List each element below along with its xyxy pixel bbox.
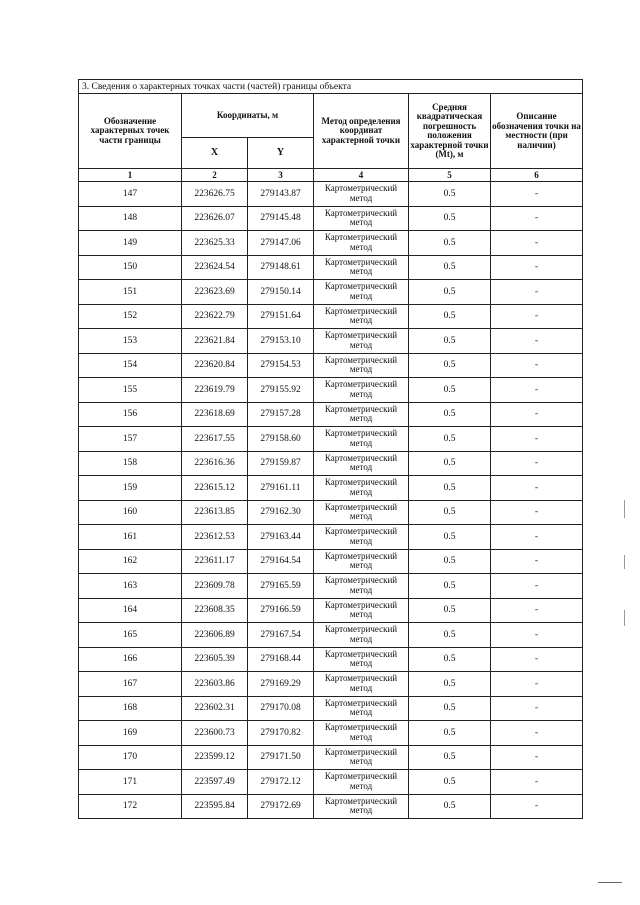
boundary-points-table bbox=[78, 79, 583, 819]
method-cell bbox=[314, 427, 409, 452]
accuracy-cell: 0.5 bbox=[409, 525, 491, 550]
description-cell: - bbox=[491, 598, 583, 623]
x-coordinate-cell: 223626.75 bbox=[182, 182, 248, 207]
description-cell: - bbox=[491, 696, 583, 721]
description-cell: - bbox=[491, 231, 583, 256]
accuracy-cell: 0.5 bbox=[409, 255, 491, 280]
y-coordinate-cell: 279153.10 bbox=[248, 329, 314, 354]
method-line-2: метод bbox=[349, 707, 373, 718]
method-cell bbox=[314, 672, 409, 697]
description-cell: - bbox=[491, 353, 583, 378]
method-line-2: метод bbox=[349, 217, 373, 228]
method-cell bbox=[314, 647, 409, 672]
binding-mark bbox=[624, 500, 625, 518]
x-coordinate-cell: 223617.55 bbox=[182, 427, 248, 452]
method-cell bbox=[314, 255, 409, 280]
table-row bbox=[79, 353, 583, 378]
table-row bbox=[79, 525, 583, 550]
point-cell: 165 bbox=[79, 623, 182, 648]
accuracy-cell: 0.5 bbox=[409, 574, 491, 599]
y-coordinate-cell: 279162.30 bbox=[248, 500, 314, 525]
accuracy-cell: 0.5 bbox=[409, 721, 491, 746]
accuracy-cell: 0.5 bbox=[409, 549, 491, 574]
column-number: 1 bbox=[79, 169, 182, 182]
point-cell: 151 bbox=[79, 280, 182, 305]
method-line-1: Картометрический bbox=[324, 673, 398, 684]
method-line-1: Картометрический bbox=[324, 428, 398, 439]
point-cell: 164 bbox=[79, 598, 182, 623]
description-cell: - bbox=[491, 672, 583, 697]
method-cell bbox=[314, 402, 409, 427]
description-cell: - bbox=[491, 574, 583, 599]
accuracy-cell: 0.5 bbox=[409, 598, 491, 623]
accuracy-cell: 0.5 bbox=[409, 182, 491, 207]
method-cell bbox=[314, 231, 409, 256]
y-coordinate-cell: 279169.29 bbox=[248, 672, 314, 697]
method-line-1: Картометрический bbox=[324, 232, 398, 243]
accuracy-cell: 0.5 bbox=[409, 451, 491, 476]
header-y: Y bbox=[248, 138, 314, 169]
table-row bbox=[79, 451, 583, 476]
method-cell bbox=[314, 525, 409, 550]
description-cell: - bbox=[491, 721, 583, 746]
accuracy-cell: 0.5 bbox=[409, 696, 491, 721]
y-coordinate-cell: 279166.59 bbox=[248, 598, 314, 623]
table-row bbox=[79, 721, 583, 746]
method-line-2: метод bbox=[349, 290, 373, 301]
point-cell: 156 bbox=[79, 402, 182, 427]
method-line-2: метод bbox=[349, 731, 373, 742]
table-row bbox=[79, 574, 583, 599]
binding-mark bbox=[624, 555, 625, 569]
y-coordinate-cell: 279172.69 bbox=[248, 794, 314, 819]
method-line-1: Картометрический bbox=[324, 452, 398, 463]
point-cell: 172 bbox=[79, 794, 182, 819]
table-row bbox=[79, 255, 583, 280]
point-cell: 171 bbox=[79, 770, 182, 795]
table-row bbox=[79, 329, 583, 354]
section-title: 3. Сведения о характерных точках части (частей) границы объекта bbox=[79, 80, 583, 94]
point-cell: 148 bbox=[79, 206, 182, 231]
accuracy-cell: 0.5 bbox=[409, 280, 491, 305]
point-cell: 161 bbox=[79, 525, 182, 550]
method-line-2: метод bbox=[349, 780, 373, 791]
table-row bbox=[79, 280, 583, 305]
x-coordinate-cell: 223602.31 bbox=[182, 696, 248, 721]
y-coordinate-cell: 279164.54 bbox=[248, 549, 314, 574]
table-row bbox=[79, 696, 583, 721]
header-point-designation: Обозначение характерных точек части границы bbox=[79, 94, 182, 169]
y-coordinate-cell: 279154.53 bbox=[248, 353, 314, 378]
method-line-2: метод bbox=[349, 241, 373, 252]
description-cell: - bbox=[491, 402, 583, 427]
column-number: 5 bbox=[409, 169, 491, 182]
y-coordinate-cell: 279170.82 bbox=[248, 721, 314, 746]
x-coordinate-cell: 223620.84 bbox=[182, 353, 248, 378]
header-description: Описание обозначения точки на местности (при наличии) bbox=[491, 94, 583, 169]
table-row bbox=[79, 206, 583, 231]
accuracy-cell: 0.5 bbox=[409, 402, 491, 427]
accuracy-cell: 0.5 bbox=[409, 427, 491, 452]
x-coordinate-cell: 223621.84 bbox=[182, 329, 248, 354]
method-cell bbox=[314, 500, 409, 525]
method-line-1: Картометрический bbox=[324, 501, 398, 512]
method-line-2: метод bbox=[349, 609, 373, 620]
y-coordinate-cell: 279151.64 bbox=[248, 304, 314, 329]
method-cell bbox=[314, 353, 409, 378]
y-coordinate-cell: 279171.50 bbox=[248, 745, 314, 770]
method-line-1: Картометрический bbox=[324, 305, 398, 316]
method-line-1: Картометрический bbox=[324, 550, 398, 561]
description-cell: - bbox=[491, 329, 583, 354]
description-cell: - bbox=[491, 647, 583, 672]
description-cell: - bbox=[491, 500, 583, 525]
header-method: Метод определения координат характерной точки bbox=[314, 94, 409, 169]
method-line-1: Картометрический bbox=[324, 281, 398, 292]
boundary-points-document bbox=[78, 79, 582, 819]
method-line-2: метод bbox=[349, 462, 373, 473]
method-line-2: метод bbox=[349, 315, 373, 326]
method-cell bbox=[314, 794, 409, 819]
method-cell bbox=[314, 304, 409, 329]
accuracy-cell: 0.5 bbox=[409, 476, 491, 501]
x-coordinate-cell: 223613.85 bbox=[182, 500, 248, 525]
x-coordinate-cell: 223600.73 bbox=[182, 721, 248, 746]
y-coordinate-cell: 279148.61 bbox=[248, 255, 314, 280]
x-coordinate-cell: 223611.17 bbox=[182, 549, 248, 574]
accuracy-cell: 0.5 bbox=[409, 206, 491, 231]
point-cell: 154 bbox=[79, 353, 182, 378]
accuracy-cell: 0.5 bbox=[409, 329, 491, 354]
method-line-2: метод bbox=[349, 805, 373, 816]
table-row bbox=[79, 402, 583, 427]
column-number: 2 bbox=[182, 169, 248, 182]
method-line-2: метод bbox=[349, 682, 373, 693]
x-coordinate-cell: 223597.49 bbox=[182, 770, 248, 795]
table-row bbox=[79, 476, 583, 501]
y-coordinate-cell: 279159.87 bbox=[248, 451, 314, 476]
y-coordinate-cell: 279165.59 bbox=[248, 574, 314, 599]
x-coordinate-cell: 223622.79 bbox=[182, 304, 248, 329]
table-body bbox=[79, 182, 583, 819]
method-line-1: Картометрический bbox=[324, 330, 398, 341]
y-coordinate-cell: 279167.54 bbox=[248, 623, 314, 648]
y-coordinate-cell: 279155.92 bbox=[248, 378, 314, 403]
method-line-2: метод bbox=[349, 437, 373, 448]
method-line-2: метод bbox=[349, 486, 373, 497]
point-cell: 160 bbox=[79, 500, 182, 525]
point-cell: 147 bbox=[79, 182, 182, 207]
table-row bbox=[79, 231, 583, 256]
column-number: 6 bbox=[491, 169, 583, 182]
x-coordinate-cell: 223619.79 bbox=[182, 378, 248, 403]
y-coordinate-cell: 279157.28 bbox=[248, 402, 314, 427]
description-cell: - bbox=[491, 476, 583, 501]
table-row bbox=[79, 427, 583, 452]
method-cell bbox=[314, 182, 409, 207]
point-cell: 162 bbox=[79, 549, 182, 574]
y-coordinate-cell: 279147.06 bbox=[248, 231, 314, 256]
point-cell: 167 bbox=[79, 672, 182, 697]
y-coordinate-cell: 279143.87 bbox=[248, 182, 314, 207]
method-line-2: метод bbox=[349, 535, 373, 546]
point-cell: 152 bbox=[79, 304, 182, 329]
method-line-2: метод bbox=[349, 388, 373, 399]
y-coordinate-cell: 279163.44 bbox=[248, 525, 314, 550]
method-line-2: метод bbox=[349, 511, 373, 522]
description-cell: - bbox=[491, 451, 583, 476]
point-cell: 158 bbox=[79, 451, 182, 476]
header-coordinates: Координаты, м bbox=[182, 94, 314, 138]
accuracy-cell: 0.5 bbox=[409, 745, 491, 770]
point-cell: 155 bbox=[79, 378, 182, 403]
accuracy-cell: 0.5 bbox=[409, 647, 491, 672]
description-cell: - bbox=[491, 206, 583, 231]
footer-line bbox=[598, 882, 622, 883]
description-cell: - bbox=[491, 182, 583, 207]
accuracy-cell: 0.5 bbox=[409, 304, 491, 329]
x-coordinate-cell: 223609.78 bbox=[182, 574, 248, 599]
method-line-2: метод bbox=[349, 266, 373, 277]
table-row bbox=[79, 623, 583, 648]
x-coordinate-cell: 223606.89 bbox=[182, 623, 248, 648]
description-cell: - bbox=[491, 427, 583, 452]
method-cell bbox=[314, 745, 409, 770]
method-line-1: Картометрический bbox=[324, 526, 398, 537]
y-coordinate-cell: 279145.48 bbox=[248, 206, 314, 231]
point-cell: 157 bbox=[79, 427, 182, 452]
y-coordinate-cell: 279168.44 bbox=[248, 647, 314, 672]
table-row bbox=[79, 549, 583, 574]
binding-mark bbox=[624, 610, 625, 626]
description-cell: - bbox=[491, 745, 583, 770]
table-row bbox=[79, 745, 583, 770]
description-cell: - bbox=[491, 280, 583, 305]
description-cell: - bbox=[491, 255, 583, 280]
method-cell bbox=[314, 476, 409, 501]
method-line-2: метод bbox=[349, 364, 373, 375]
method-line-1: Картометрический bbox=[324, 697, 398, 708]
method-line-2: метод bbox=[349, 658, 373, 669]
method-cell bbox=[314, 598, 409, 623]
y-coordinate-cell: 279158.60 bbox=[248, 427, 314, 452]
y-coordinate-cell: 279170.08 bbox=[248, 696, 314, 721]
point-cell: 150 bbox=[79, 255, 182, 280]
method-cell bbox=[314, 696, 409, 721]
accuracy-cell: 0.5 bbox=[409, 231, 491, 256]
method-line-1: Картометрический bbox=[324, 256, 398, 267]
y-coordinate-cell: 279150.14 bbox=[248, 280, 314, 305]
table-row bbox=[79, 770, 583, 795]
method-cell bbox=[314, 574, 409, 599]
accuracy-cell: 0.5 bbox=[409, 353, 491, 378]
description-cell: - bbox=[491, 525, 583, 550]
method-line-2: метод bbox=[349, 192, 373, 203]
description-cell: - bbox=[491, 623, 583, 648]
x-coordinate-cell: 223599.12 bbox=[182, 745, 248, 770]
method-line-1: Картометрический bbox=[324, 722, 398, 733]
method-cell bbox=[314, 451, 409, 476]
header-accuracy: Средняя квадратическая погрешность положения характерной точки (Mt), м bbox=[409, 94, 491, 169]
description-cell: - bbox=[491, 378, 583, 403]
x-coordinate-cell: 223605.39 bbox=[182, 647, 248, 672]
point-cell: 170 bbox=[79, 745, 182, 770]
column-number: 3 bbox=[248, 169, 314, 182]
x-coordinate-cell: 223626.07 bbox=[182, 206, 248, 231]
method-line-1: Картометрический bbox=[324, 648, 398, 659]
x-coordinate-cell: 223608.35 bbox=[182, 598, 248, 623]
method-line-2: метод bbox=[349, 413, 373, 424]
point-cell: 169 bbox=[79, 721, 182, 746]
x-coordinate-cell: 223625.33 bbox=[182, 231, 248, 256]
method-line-1: Картометрический bbox=[324, 746, 398, 757]
accuracy-cell: 0.5 bbox=[409, 794, 491, 819]
method-cell bbox=[314, 329, 409, 354]
x-coordinate-cell: 223615.12 bbox=[182, 476, 248, 501]
table-row bbox=[79, 500, 583, 525]
method-line-2: метод bbox=[349, 339, 373, 350]
description-cell: - bbox=[491, 794, 583, 819]
accuracy-cell: 0.5 bbox=[409, 770, 491, 795]
header-x: X bbox=[182, 138, 248, 169]
description-cell: - bbox=[491, 549, 583, 574]
table-row bbox=[79, 182, 583, 207]
table-row bbox=[79, 672, 583, 697]
method-line-1: Картометрический bbox=[324, 575, 398, 586]
method-line-2: метод bbox=[349, 584, 373, 595]
point-cell: 153 bbox=[79, 329, 182, 354]
method-line-1: Картометрический bbox=[324, 183, 398, 194]
point-cell: 163 bbox=[79, 574, 182, 599]
column-number: 4 bbox=[314, 169, 409, 182]
method-cell bbox=[314, 280, 409, 305]
method-cell bbox=[314, 378, 409, 403]
description-cell: - bbox=[491, 304, 583, 329]
x-coordinate-cell: 223624.54 bbox=[182, 255, 248, 280]
y-coordinate-cell: 279172.12 bbox=[248, 770, 314, 795]
point-cell: 159 bbox=[79, 476, 182, 501]
method-line-1: Картометрический bbox=[324, 477, 398, 488]
method-line-1: Картометрический bbox=[324, 207, 398, 218]
method-line-1: Картометрический bbox=[324, 379, 398, 390]
x-coordinate-cell: 223623.69 bbox=[182, 280, 248, 305]
point-cell: 149 bbox=[79, 231, 182, 256]
table-row bbox=[79, 304, 583, 329]
method-line-1: Картометрический bbox=[324, 624, 398, 635]
method-cell bbox=[314, 549, 409, 574]
description-cell: - bbox=[491, 770, 583, 795]
method-line-1: Картометрический bbox=[324, 599, 398, 610]
method-line-1: Картометрический bbox=[324, 403, 398, 414]
x-coordinate-cell: 223595.84 bbox=[182, 794, 248, 819]
method-line-1: Картометрический bbox=[324, 795, 398, 806]
y-coordinate-cell: 279161.11 bbox=[248, 476, 314, 501]
point-cell: 166 bbox=[79, 647, 182, 672]
accuracy-cell: 0.5 bbox=[409, 500, 491, 525]
table-row bbox=[79, 378, 583, 403]
x-coordinate-cell: 223603.86 bbox=[182, 672, 248, 697]
method-cell bbox=[314, 206, 409, 231]
table-row bbox=[79, 794, 583, 819]
method-line-1: Картометрический bbox=[324, 771, 398, 782]
table-row bbox=[79, 647, 583, 672]
accuracy-cell: 0.5 bbox=[409, 672, 491, 697]
method-line-2: метод bbox=[349, 560, 373, 571]
point-cell: 168 bbox=[79, 696, 182, 721]
method-line-2: метод bbox=[349, 756, 373, 767]
accuracy-cell: 0.5 bbox=[409, 378, 491, 403]
accuracy-cell: 0.5 bbox=[409, 623, 491, 648]
method-cell bbox=[314, 623, 409, 648]
method-line-2: метод bbox=[349, 633, 373, 644]
x-coordinate-cell: 223616.36 bbox=[182, 451, 248, 476]
x-coordinate-cell: 223612.53 bbox=[182, 525, 248, 550]
x-coordinate-cell: 223618.69 bbox=[182, 402, 248, 427]
method-cell bbox=[314, 770, 409, 795]
method-line-1: Картометрический bbox=[324, 354, 398, 365]
table-row bbox=[79, 598, 583, 623]
method-cell bbox=[314, 721, 409, 746]
